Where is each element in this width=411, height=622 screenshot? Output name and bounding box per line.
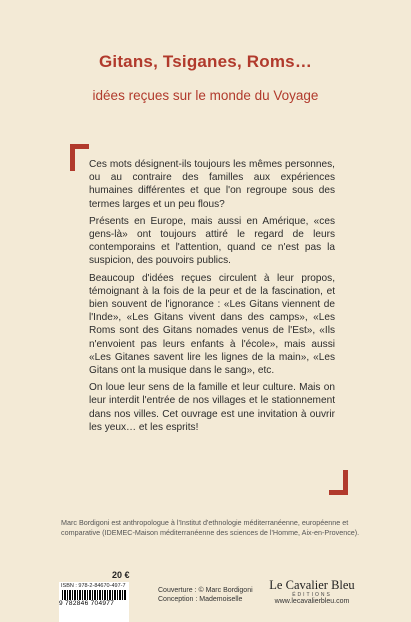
author-note: Marc Bordigoni est anthropologue à l'Institut d'ethnologie méditerranéenne, européenne et comparative (IDEMEC-Maison méditerranéenne des sciences de l'Homme, Aix-en-Provence). xyxy=(61,518,360,537)
decorative-bracket-bottom xyxy=(329,470,348,495)
price: 20 € xyxy=(112,570,130,580)
barcode-number: 9 782846 704977 xyxy=(59,600,115,607)
blurb xyxy=(89,158,335,438)
blurb-paragraph-3: Beaucoup d'idées reçues circulent à leur propos, témoignant à la fois de la peur et de la fascination, et bien souvent de l'ignorance : «Les Gitans viennent de l'Inde», «Les Gitans vivent dans des camps», «Les Roms sont des Gitans nomades venus de l'Est», «Ils n'envoient pas leurs enfants à l'école», mais aussi «Les Gitanes savent lire les lignes de la main», «Les Gitans ont la musique dans le sang», etc. xyxy=(89,272,335,377)
decorative-bracket-top xyxy=(70,144,89,171)
publisher-subtitle: ÉDITIONS xyxy=(292,592,332,598)
book-title: Gitans, Tsiganes, Roms… xyxy=(98,52,313,71)
book-subtitle: idées reçues sur le monde du Voyage xyxy=(92,88,319,103)
blurb-paragraph-2: Présents en Europe, mais aussi en Amérique, «ces gens-là» ont toujours attiré le regard de leurs contemporains et l'attention, quand ce n'est pas la suspicion, des pouvoirs publics. xyxy=(89,215,335,267)
isbn: ISBN : 978-2-84670-497-7 xyxy=(61,583,126,589)
cover-credit: Couverture : © Marc Bordigoni xyxy=(158,587,253,594)
design-credit: Conception : Mademoiselle xyxy=(158,596,243,603)
barcode-icon xyxy=(62,590,126,600)
blurb-paragraph-4: On loue leur sens de la famille et leur culture. Mais on leur interdit l'entrée de nos villages et le stationnement dans nos villes. Cet ouvrage est une invitation à ouvrir les yeux… et les esprits! xyxy=(89,382,335,433)
credits xyxy=(158,586,253,604)
blurb-paragraph-1: Ces mots désignent-ils toujours les mêmes personnes, ou au contraire des familles aux expériences humaines différentes et que l'on regroupe sous des termes larges et un peu flous? xyxy=(89,159,335,210)
publisher-name: Le Cavalier Bleu xyxy=(269,578,355,592)
publisher-logo xyxy=(262,578,362,605)
publisher-url: www.lecavalierbleu.com xyxy=(274,598,350,605)
